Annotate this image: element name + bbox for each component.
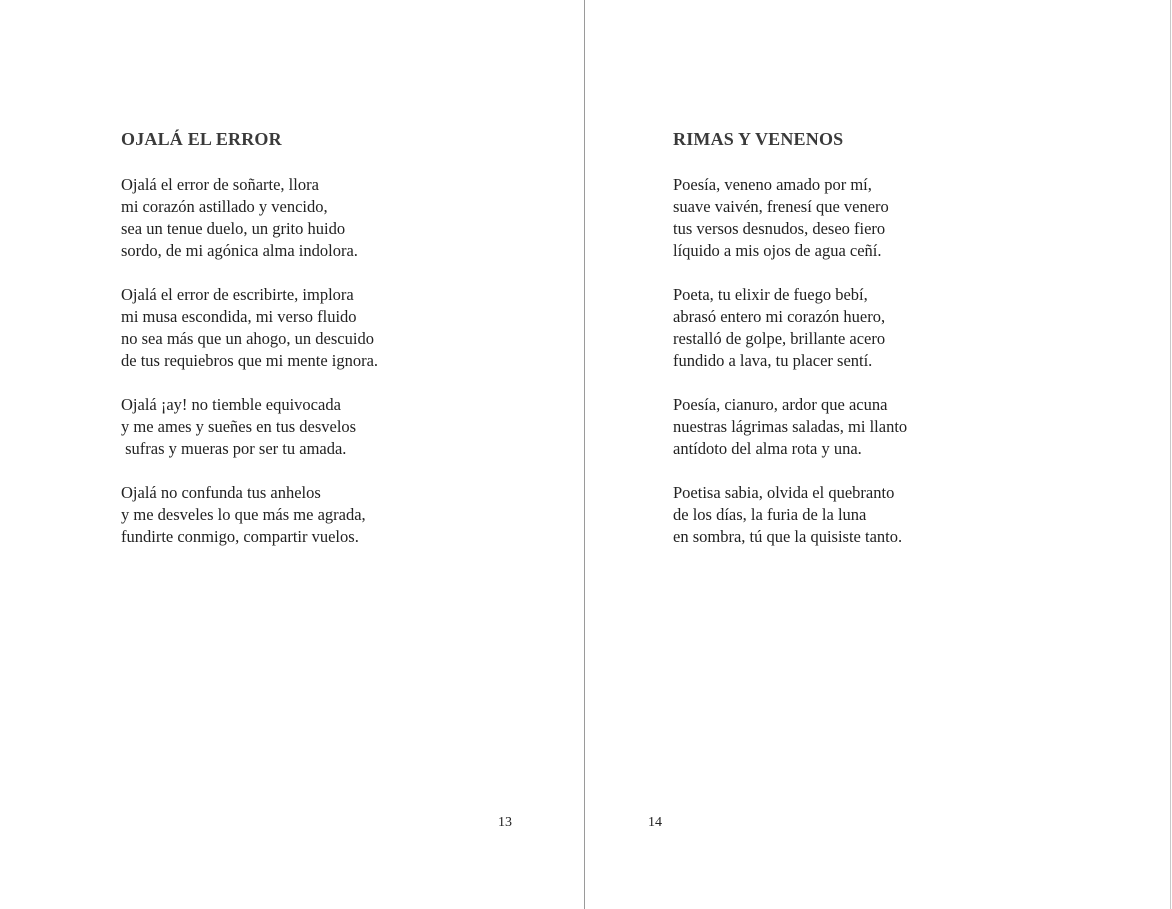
left-page bbox=[0, 0, 584, 909]
poem-title: OJALÁ EL ERROR bbox=[121, 129, 282, 149]
stanza bbox=[673, 394, 907, 460]
right-page bbox=[586, 0, 1170, 909]
verse-line: líquido a mis ojos de agua ceñí. bbox=[673, 241, 882, 260]
verse-line: fundirte conmigo, compartir vuelos. bbox=[121, 527, 359, 546]
verse-line: Ojalá el error de soñarte, llora bbox=[121, 175, 319, 194]
stanza bbox=[673, 482, 907, 548]
stanza bbox=[673, 284, 907, 372]
stanza bbox=[121, 482, 378, 548]
verse-line: Poesía, cianuro, ardor que acuna bbox=[673, 395, 888, 414]
verse-line: sufras y mueras por ser tu amada. bbox=[121, 439, 347, 458]
verse-line: restalló de golpe, brillante acero bbox=[673, 329, 886, 348]
verse-line: tus versos desnudos, deseo fiero bbox=[673, 219, 886, 238]
stanza bbox=[121, 394, 378, 460]
verse-line: en sombra, tú que la quisiste tanto. bbox=[673, 527, 903, 546]
verse-line: de tus requiebros que mi mente ignora. bbox=[121, 351, 379, 370]
verse-line: mi musa escondida, mi verso fluido bbox=[121, 307, 357, 326]
verse-line: Ojalá no confunda tus anhelos bbox=[121, 483, 321, 502]
verse-line: Poesía, veneno amado por mí, bbox=[673, 175, 872, 194]
stanza bbox=[121, 284, 378, 372]
verse-line: sea un tenue duelo, un grito huido bbox=[121, 219, 346, 238]
verse-line: de los días, la furia de la luna bbox=[673, 505, 867, 524]
verse-line: abrasó entero mi corazón huero, bbox=[673, 307, 886, 326]
verse-line: antídoto del alma rota y una. bbox=[673, 439, 862, 458]
verse-line: no sea más que un ahogo, un descuido bbox=[121, 329, 374, 348]
verse-line: Poeta, tu elixir de fuego bebí, bbox=[673, 285, 868, 304]
verse-line: suave vaivén, frenesí que venero bbox=[673, 197, 889, 216]
page-number: 13 bbox=[498, 815, 512, 830]
verse-line: fundido a lava, tu placer sentí. bbox=[673, 351, 873, 370]
page-edge bbox=[1170, 0, 1171, 909]
stanza bbox=[121, 174, 378, 262]
page-gutter-divider bbox=[584, 0, 585, 909]
verse-line: Ojalá el error de escribirte, implora bbox=[121, 285, 354, 304]
verse-line: Poetisa sabia, olvida el quebranto bbox=[673, 483, 895, 502]
page-number: 14 bbox=[648, 815, 662, 830]
verse-line: sordo, de mi agónica alma indolora. bbox=[121, 241, 358, 260]
stanza bbox=[673, 174, 907, 262]
verse-line: y me desveles lo que más me agrada, bbox=[121, 505, 366, 524]
verse-line: mi corazón astillado y vencido, bbox=[121, 197, 328, 216]
verse-line: Ojalá ¡ay! no tiemble equivocada bbox=[121, 395, 341, 414]
poem-rimas-y-venenos bbox=[673, 128, 907, 570]
poem-ojala-el-error bbox=[121, 128, 378, 570]
verse-line: nuestras lágrimas saladas, mi llanto bbox=[673, 417, 908, 436]
verse-line: y me ames y sueñes en tus desvelos bbox=[121, 417, 357, 436]
poem-title: RIMAS Y VENENOS bbox=[673, 129, 844, 149]
